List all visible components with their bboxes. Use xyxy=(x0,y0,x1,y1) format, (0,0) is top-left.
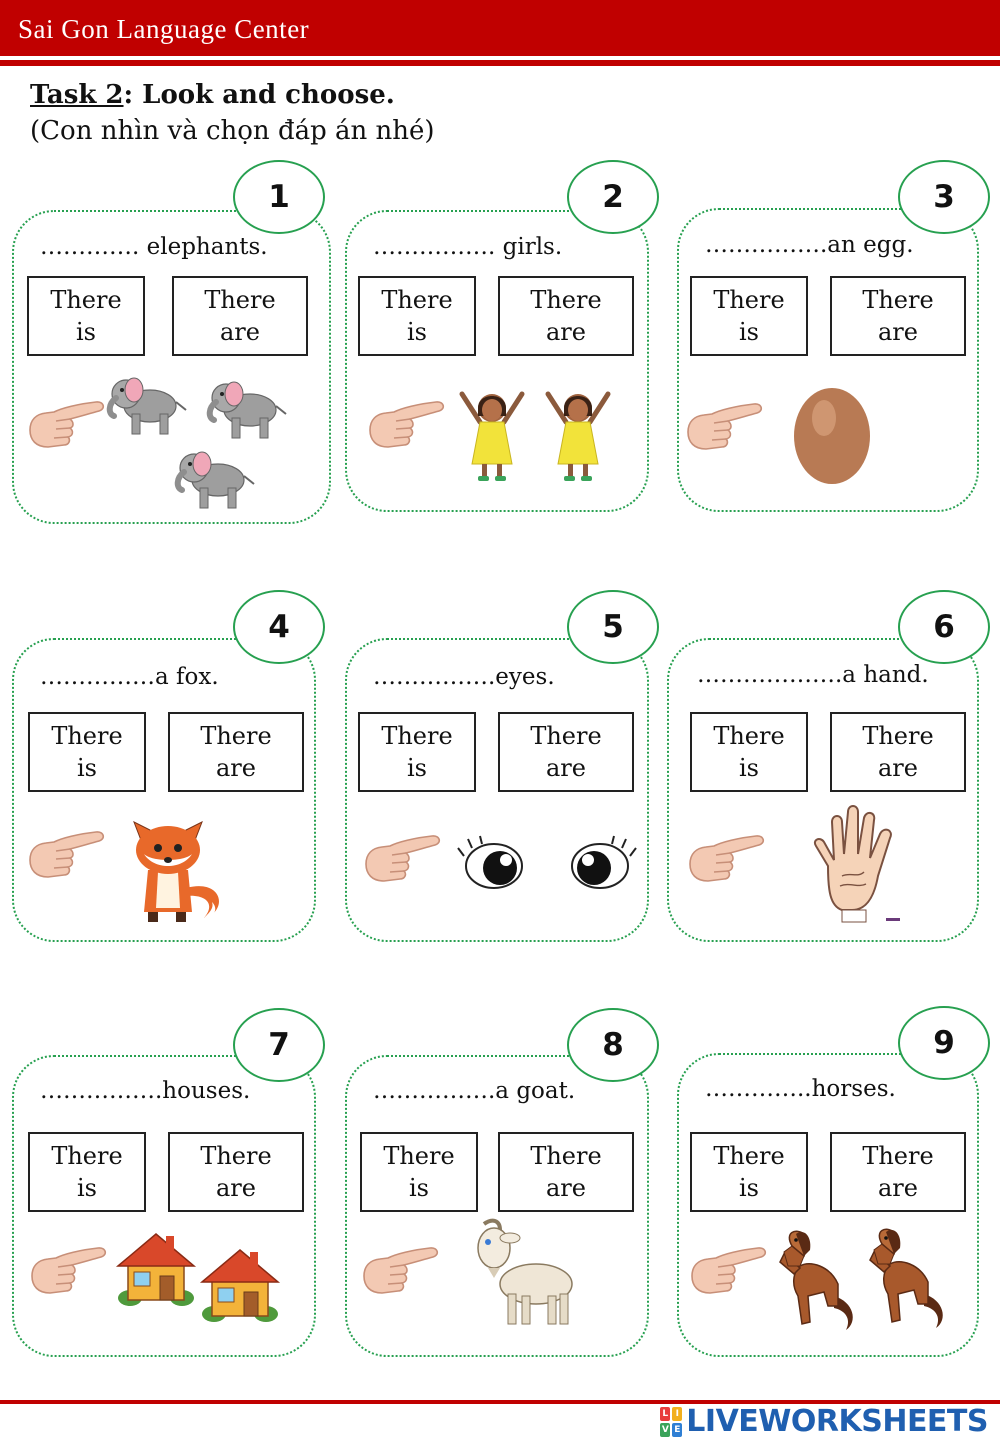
header-divider xyxy=(0,60,1000,66)
hand-picture xyxy=(806,806,906,926)
header-bar xyxy=(0,0,1000,56)
pointing-hand-icon xyxy=(366,398,448,452)
option-there-is[interactable]: There is xyxy=(28,712,146,792)
item-number-badge: 2 xyxy=(567,160,659,234)
item-number-badge: 5 xyxy=(567,590,659,664)
girl-picture xyxy=(546,386,610,486)
option-there-are[interactable]: There are xyxy=(830,1132,966,1212)
option-there-is[interactable]: There is xyxy=(690,1132,808,1212)
option-there-is[interactable]: There is xyxy=(27,276,145,356)
horse-picture xyxy=(774,1226,858,1334)
item-sentence: …………….a goat. xyxy=(373,1078,576,1104)
task-label: Task 2 xyxy=(30,80,124,110)
item-number-badge: 9 xyxy=(898,1006,990,1080)
header-title: Sai Gon Language Center xyxy=(18,14,310,44)
elephant-picture xyxy=(104,370,194,442)
pointing-hand-icon xyxy=(26,828,108,882)
pointing-hand-icon xyxy=(362,832,444,886)
liveworksheets-logo xyxy=(660,1404,988,1439)
horse-picture xyxy=(864,1224,948,1332)
task-instruction: : Look and choose. xyxy=(123,80,395,110)
item-sentence: …………….an egg. xyxy=(705,232,914,258)
house-picture xyxy=(200,1244,280,1324)
option-there-are[interactable]: There are xyxy=(168,712,304,792)
option-there-is[interactable]: There is xyxy=(358,712,476,792)
logo-mark-icon: L I V E xyxy=(661,1408,681,1435)
elephant-picture xyxy=(204,374,294,446)
item-number-badge: 7 xyxy=(233,1008,325,1082)
option-there-is[interactable]: There is xyxy=(690,276,808,356)
item-number-badge: 8 xyxy=(567,1008,659,1082)
elephant-picture xyxy=(172,444,262,516)
egg-picture xyxy=(790,378,874,486)
option-there-is[interactable]: There is xyxy=(28,1132,146,1212)
pointing-hand-icon xyxy=(360,1244,442,1298)
item-sentence: ……………….a hand. xyxy=(697,662,929,688)
option-there-is[interactable]: There is xyxy=(360,1132,478,1212)
house-picture xyxy=(116,1228,196,1308)
brand-name: LIVEWORKSHEETS xyxy=(686,1404,988,1439)
option-there-are[interactable]: There are xyxy=(498,712,634,792)
option-there-is[interactable]: There is xyxy=(358,276,476,356)
item-sentence: …………….eyes. xyxy=(373,664,555,690)
goat-picture xyxy=(470,1218,580,1330)
girl-picture xyxy=(460,386,524,486)
pointing-hand-icon xyxy=(26,398,108,452)
option-there-are[interactable]: There are xyxy=(830,712,966,792)
task-title xyxy=(30,80,395,110)
item-sentence: …………….houses. xyxy=(40,1078,251,1104)
item-number-badge: 6 xyxy=(898,590,990,664)
item-number-badge: 1 xyxy=(233,160,325,234)
option-there-are[interactable]: There are xyxy=(498,276,634,356)
item-sentence: …………. elephants. xyxy=(40,234,268,260)
item-sentence: ……………. girls. xyxy=(373,234,563,260)
eye-picture xyxy=(458,836,534,896)
pointing-hand-icon xyxy=(28,1244,110,1298)
item-number-badge: 3 xyxy=(898,160,990,234)
item-sentence: ……………a fox. xyxy=(40,664,219,690)
pointing-hand-icon xyxy=(684,400,766,454)
pointing-hand-icon xyxy=(688,1244,770,1298)
task-subtitle: (Con nhìn và chọn đáp án nhé) xyxy=(30,116,435,146)
option-there-is[interactable]: There is xyxy=(690,712,808,792)
eye-picture xyxy=(560,836,636,896)
item-sentence: …………..horses. xyxy=(705,1076,896,1102)
item-number-badge: 4 xyxy=(233,590,325,664)
fox-picture xyxy=(124,808,228,926)
option-there-are[interactable]: There are xyxy=(172,276,308,356)
pointing-hand-icon xyxy=(686,832,768,886)
option-there-are[interactable]: There are xyxy=(498,1132,634,1212)
option-there-are[interactable]: There are xyxy=(830,276,966,356)
option-there-are[interactable]: There are xyxy=(168,1132,304,1212)
